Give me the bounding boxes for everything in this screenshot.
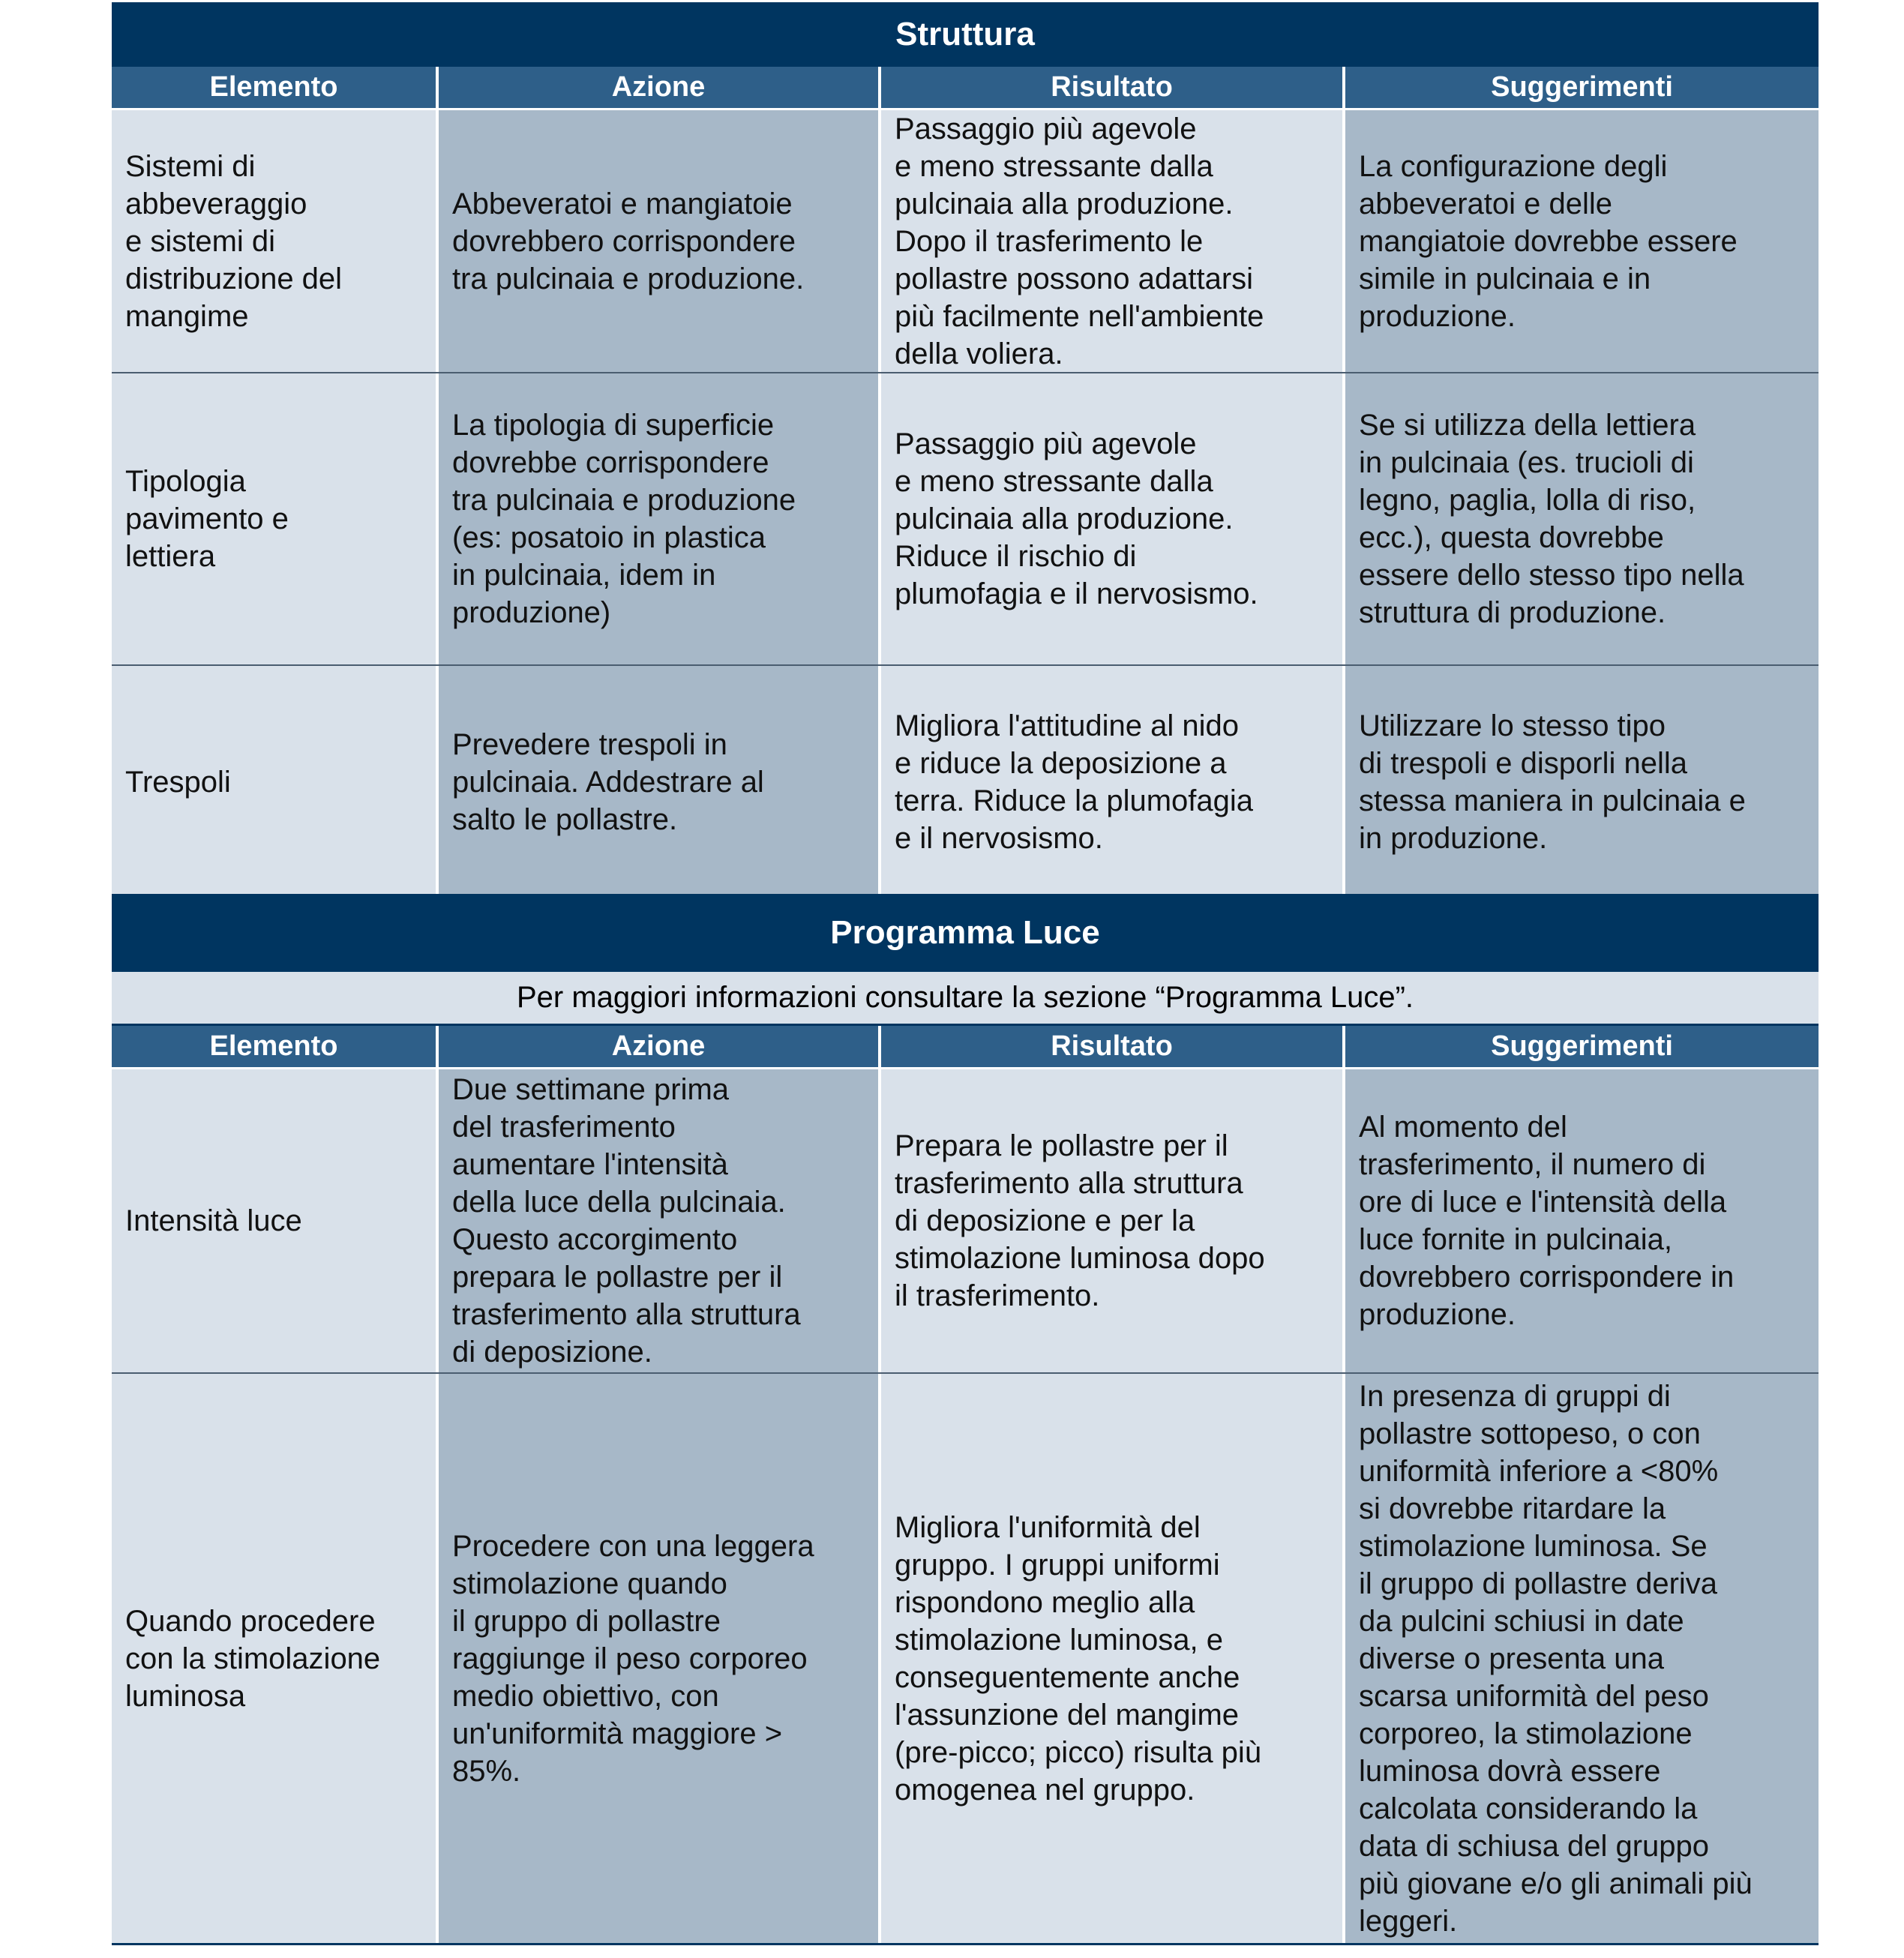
cell-suggestion (1345, 110, 1819, 372)
cell-text: Intensità luce (125, 1204, 302, 1237)
cell-element (112, 666, 439, 898)
cell-text: Prevedere trespoli in pulcinaia. Addestrare al salto le pollastre. (452, 728, 764, 836)
cell-text: Abbeveratoi e mangiatoie dovrebbero corrispondere tra pulcinaia e produzione. (452, 187, 805, 295)
table-row (112, 1374, 1819, 1945)
cell-text: Prepara le pollastre per il trasferimento alla struttura di deposizione e per la stimolazione luminosa dopo il trasferimento. (895, 1129, 1265, 1312)
cell-text: Quando procedere con la stimolazione luminosa (125, 1604, 381, 1713)
header-suggerimenti: Suggerimenti (1491, 1030, 1673, 1062)
cell-result (881, 373, 1345, 664)
cell-text: In presenza di gruppi di pollastre sottopeso, o con uniformità inferiore a <80% si dovrebbe ritardare la stimolazione luminosa. Se il gruppo di pollastre deriva da pulcini schiusi in date diverse o presenta una scarsa uniformità del peso corporeo, la stimolazione luminosa dovrà essere calcolata considerando la data di schiusa del gruppo più giovane e/o gli animali più leggeri. (1359, 1379, 1753, 1938)
section-note: Per maggiori informazioni consultare la sezione “Programma Luce”. (112, 972, 1819, 1026)
cell-element (112, 1374, 439, 1943)
cell-element (112, 1069, 439, 1372)
section-title-struttura: Struttura (112, 2, 1819, 67)
cell-text: Passaggio più agevole e meno stressante dalla pulcinaia alla produzione. Dopo il trasferimento le pollastre possono adattarsi più facilmente nell'ambiente della voliera. (895, 112, 1264, 370)
table-row (112, 666, 1819, 898)
header-elemento: Elemento (112, 1026, 439, 1067)
cell-suggestion (1345, 666, 1819, 898)
header-azione: Azione (439, 67, 881, 108)
cell-text: Utilizzare lo stesso tipo di trespoli e disporli nella stessa maniera in pulcinaia e in produzione. (1359, 709, 1746, 855)
cell-suggestion (1345, 373, 1819, 664)
column-headers (112, 67, 1819, 110)
cell-action (439, 666, 881, 898)
struttura-table (112, 2, 1819, 898)
cell-action (439, 110, 881, 372)
column-headers (112, 1026, 1819, 1069)
cell-text: Se si utilizza della lettiera in pulcinaia (es. trucioli di legno, paglia, lolla di riso, ecc.), questa dovrebbe essere dello stesso tipo nella struttura di produzione. (1359, 409, 1744, 629)
cell-action (439, 1069, 881, 1372)
header-elemento: Elemento (112, 67, 439, 108)
header-risultato: Risultato (881, 67, 1345, 108)
cell-result (881, 1374, 1345, 1943)
cell-result (881, 666, 1345, 898)
cell-text: Migliora l'uniformità del gruppo. I gruppi uniformi rispondono meglio alla stimolazione luminosa, e conseguentemente anche l'assunzione del mangime (pre-picco; picco) risulta più omogenea nel gruppo. (895, 1510, 1262, 1807)
header-risultato: Risultato (881, 1026, 1345, 1067)
cell-text: Passaggio più agevole e meno stressante dalla pulcinaia alla produzione. Riduce il rischio di plumofagia e il nervosismo. (895, 427, 1258, 610)
cell-element (112, 110, 439, 372)
cell-text: La tipologia di superficie dovrebbe corrispondere tra pulcinaia e produzione (es: posatoio in plastica in pulcinaia, idem in produzione) (452, 409, 796, 629)
cell-text: Al momento del trasferimento, il numero di ore di luce e l'intensità della luce fornite in pulcinaia, dovrebbero corrispondere in produzione. (1359, 1111, 1735, 1331)
cell-suggestion (1345, 1069, 1819, 1372)
cell-result (881, 110, 1345, 372)
cell-text: Trespoli (125, 766, 231, 799)
cell-element (112, 373, 439, 664)
header-azione: Azione (439, 1026, 881, 1067)
cell-text: Procedere con una leggera stimolazione quando il gruppo di pollastre raggiunge il peso corporeo medio obiettivo, con un'uniformità maggiore > 85%. (452, 1529, 814, 1788)
cell-text: Migliora l'attitudine al nido e riduce la deposizione a terra. Riduce la plumofagia e il nervosismo. (895, 709, 1254, 855)
cell-text: Tipologia pavimento e lettiera (125, 465, 289, 573)
cell-text: Sistemi di abbeveraggio e sistemi di distribuzione del mangime (125, 149, 343, 333)
header-suggerimenti: Suggerimenti (1491, 71, 1673, 103)
table-row (112, 110, 1819, 373)
cell-suggestion (1345, 1374, 1819, 1943)
table-row (112, 373, 1819, 666)
cell-text: La configurazione degli abbeveratoi e delle mangiatoie dovrebbe essere simile in pulcinaia e in produzione. (1359, 149, 1738, 333)
cell-text: Due settimane prima del trasferimento aumentare l'intensità della luce della pulcinaia. Questo accorgimento prepara le pollastre per il trasferimento alla struttura di deposizione. (452, 1073, 801, 1369)
programma-luce-table (112, 894, 1819, 1945)
cell-action (439, 373, 881, 664)
section-title-programma-luce: Programma Luce (112, 894, 1819, 972)
cell-result (881, 1069, 1345, 1372)
cell-action (439, 1374, 881, 1943)
table-row (112, 1069, 1819, 1374)
